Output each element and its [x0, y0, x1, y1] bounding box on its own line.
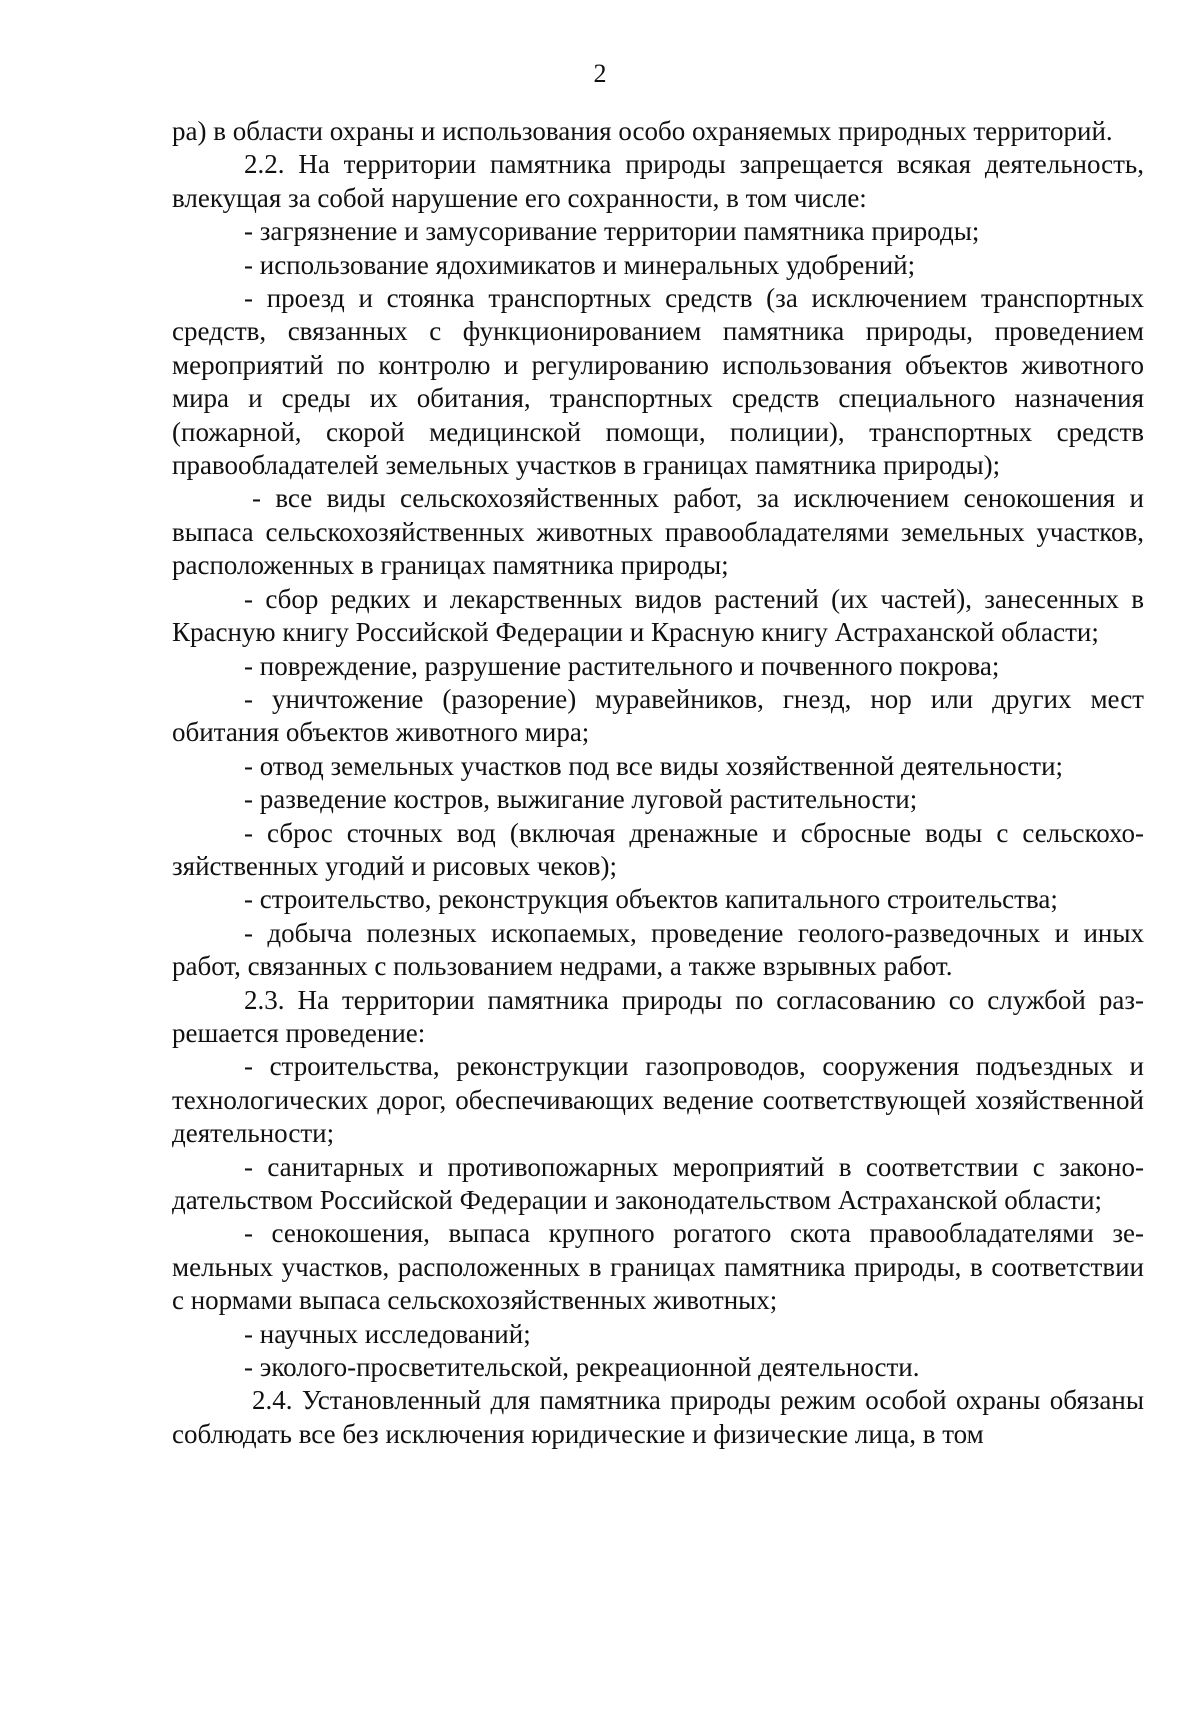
list-item-fires: - разведение костров, выжигание луговой растительности; — [244, 784, 918, 815]
paragraph-section-2-3: 2.3. На территории памятника природы по согласованию со службой разрешается проведение: — [172, 984, 1144, 1048]
list-item-rare-plants: - сбор редких и лекарственных видов растений (их частей), занесенных в Красную книгу Российской Федерации и Красную книгу Астраханской области; — [172, 583, 1144, 648]
list-item-mining: - добыча полезных ископаемых, проведение геолого-разведочных и иных работ, связанных с пользованием недрами, а также взрывных работ. — [172, 917, 1144, 982]
list-item-gas-pipelines: - строительства, реконструкции газопроводов, сооружения подъездных и технологических дорог, обеспечивающих ведение соответствующей хозяйственной деятельности; — [172, 1051, 1144, 1149]
list-item-construction: - строительство, реконструкция объектов капитального строительства; — [244, 884, 1058, 915]
list-item-research: - научных исследований; — [244, 1318, 531, 1349]
list-item-agrochemicals: - использование ядохимикатов и минеральных удобрений; — [244, 249, 916, 280]
list-item-wastewater: - сброс сточных вод (включая дренажные и сбросные воды с сельскохозяйственных угодий и рисовых чеков); — [172, 817, 1144, 881]
list-item-land-allocation: - отвод земельных участков под все виды хозяйственной деятельности; — [244, 750, 1064, 781]
page-number: 2 — [593, 59, 607, 88]
list-item-vehicles: - проезд и стоянка транспортных средств (за исключением транспортных средств, связанных с функционированием памятника природы, проведением мероприятий по контролю и регулированию использования объектов животного мира и среды их обитания, транспортных средств специального назначения (пожарной, скорой медицинской помощи, полиции), транспортных средств правообладателей земельных участков в границах памятника природы); — [172, 283, 1144, 481]
list-item-haymaking: - сенокошения, выпаса крупного рогатого скота правообладателями земельных участков, расположенных в границах памятника природы, в соответствии с нормами выпаса сельскохозяйственных животных; — [172, 1218, 1144, 1316]
list-item-pollution: - загрязнение и замусоривание территории памятника природы; — [244, 216, 980, 247]
paragraph-continuation: ра) в области охраны и использования особо охраняемых природных территорий. — [172, 116, 1113, 146]
list-item-sanitary-measures: - санитарных и противопожарных мероприятий в соответствии с законодательством Российской Федерации и законодательством Астраханской области; — [172, 1151, 1144, 1215]
paragraph-section-2-4: 2.4. Установленный для памятника природы режим особой охраны обязаны соблюдать все без исключения юридические и физические лица, в том — [172, 1385, 1144, 1449]
list-item-habitat-destruction: - уничтожение (разорение) муравейников, гнезд, нор или других мест обитания объектов животного мира; — [172, 683, 1144, 748]
list-item-vegetation-damage: - повреждение, разрушение растительного и почвенного покрова; — [244, 650, 1000, 681]
paragraph-section-2-2: 2.2. На территории памятника природы запрещается всякая деятельность, влекущая за собой нарушение его сохранности, в том числе: — [172, 149, 1144, 213]
list-item-agricultural-works: - все виды сельскохозяйственных работ, за исключением сенокошения и выпаса сельскохозяйственных животных правообладателями земельных участков, расположенных в границах памятника природы; — [172, 483, 1144, 581]
document-body — [172, 115, 1144, 1451]
list-item-recreation: - эколого-просветительской, рекреационной деятельности. — [244, 1352, 920, 1383]
